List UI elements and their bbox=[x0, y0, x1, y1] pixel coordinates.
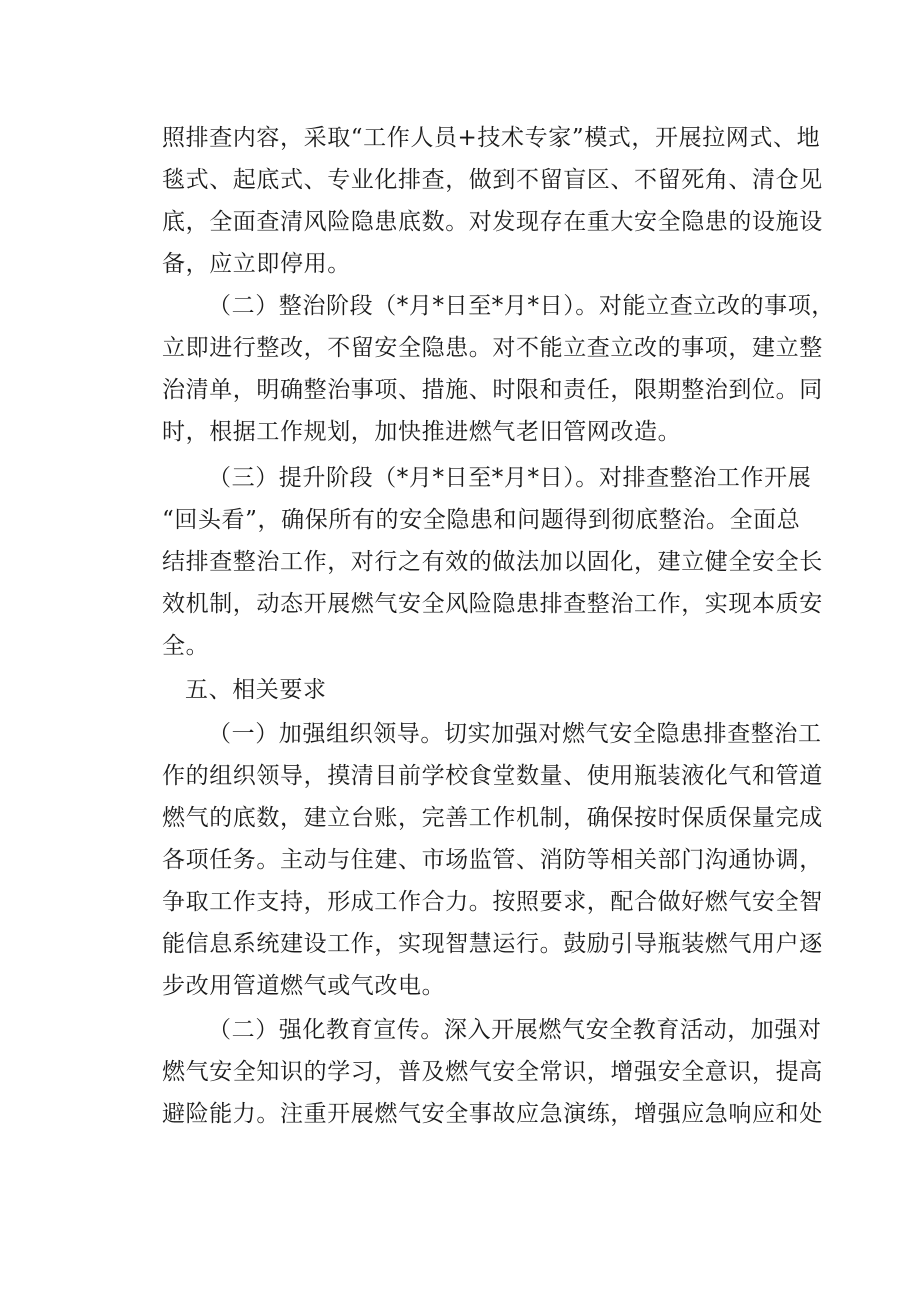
paragraph-line: 毯式、起底式、专业化排查，做到不留盲区、不留死角、清仓见 bbox=[162, 167, 823, 193]
paragraph-line: （三）提升阶段（*月*日至*月*日）。对排查整治工作开展 bbox=[208, 465, 812, 491]
section-heading: 五、相关要求 bbox=[185, 677, 327, 703]
paragraph-line: 备，应立即停用。 bbox=[162, 251, 351, 277]
paragraph-line: 结排查整治工作，对行之有效的做法加以固化，建立健全安全长 bbox=[162, 549, 823, 575]
paragraph-line: 作的组织领导，摸清目前学校食堂数量、使用瓶装液化气和管道 bbox=[162, 763, 823, 789]
paragraph-line: （一）加强组织领导。切实加强对燃气安全隐患排查整治工 bbox=[208, 721, 822, 747]
paragraph-line: （二）强化教育宣传。深入开展燃气安全教育活动，加强对 bbox=[208, 1017, 822, 1043]
paragraph-line: 燃气安全知识的学习，普及燃气安全常识，增强安全意识，提高 bbox=[162, 1059, 823, 1085]
paragraph-line: 底，全面查清风险隐患底数。对发现存在重大安全隐患的设施设 bbox=[162, 209, 823, 235]
paragraph-line: 时，根据工作规划，加快推进燃气老旧管网改造。 bbox=[162, 419, 682, 445]
paragraph-line: 照排查内容，采取“工作人员+技术专家”模式，开展拉网式、地 bbox=[162, 125, 821, 151]
paragraph-line: “回头看”，确保所有的安全隐患和问题得到彻底整治。全面总 bbox=[162, 507, 801, 533]
paragraph-line: （二）整治阶段（*月*日至*月*日）。对能立查立改的事项， bbox=[208, 293, 835, 319]
paragraph-line: 立即进行整改，不留安全隐患。对不能立查立改的事项，建立整 bbox=[162, 335, 823, 361]
paragraph-line: 效机制，动态开展燃气安全风险隐患排查整治工作，实现本质安 bbox=[162, 591, 823, 617]
paragraph-line: 避险能力。注重开展燃气安全事故应急演练，增强应急响应和处 bbox=[162, 1101, 823, 1127]
paragraph-line: 步改用管道燃气或气改电。 bbox=[162, 973, 446, 999]
paragraph-line: 争取工作支持，形成工作合力。按照要求，配合做好燃气安全智 bbox=[162, 889, 823, 915]
paragraph-line: 治清单，明确整治事项、措施、时限和责任，限期整治到位。同 bbox=[162, 377, 823, 403]
paragraph-line: 燃气的底数，建立台账，完善工作机制，确保按时保质保量完成 bbox=[162, 805, 823, 831]
paragraph-line: 各项任务。主动与住建、市场监管、消防等相关部门沟通协调， bbox=[162, 847, 823, 873]
paragraph-line: 全。 bbox=[162, 633, 210, 659]
paragraph-line: 能信息系统建设工作，实现智慧运行。鼓励引导瓶装燃气用户逐 bbox=[162, 931, 823, 957]
